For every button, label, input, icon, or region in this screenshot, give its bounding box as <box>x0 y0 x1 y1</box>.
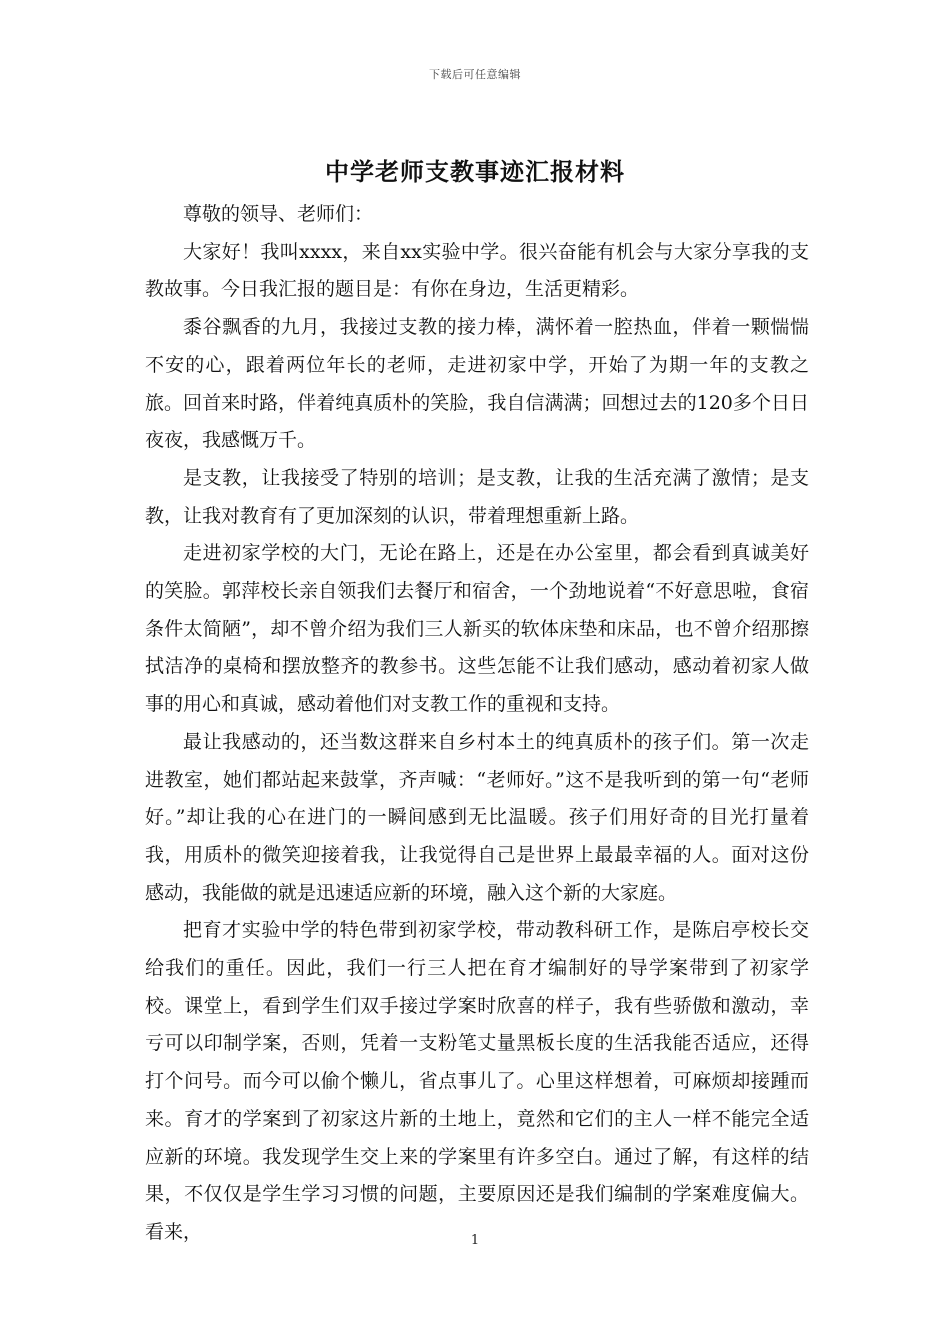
paragraph-children: 最让我感动的，还当数这群来自乡村本土的纯真质朴的孩子们。第一次走进教室，她们都站起来鼓掌，齐声喊：“老师好。”这不是我听到的第一句“老师好。”却让我的心在进门的一瞬间感到无比温暖。孩子们用好奇的目光打量着我，用质朴的微笑迎接着我，让我觉得自己是世界上最最幸福的人。面对这份感动，我能做的就是迅速适应新的环境，融入这个新的大家庭。 <box>145 730 809 904</box>
paragraph-support-teaching: 是支教，让我接受了特别的培训；是支教，让我的生活充满了激情；是支教，让我对教育有了更加深刻的认识，带着理想重新上路。 <box>145 466 809 527</box>
document-body <box>145 196 809 1252</box>
paragraph-learning-plan: 把育才实验中学的特色带到初家学校，带动教科研工作，是陈启亭校长交给我们的重任。因此，我们一行三人把在育才编制好的导学案带到了初家学校。课堂上，看到学生们双手接过学案时欣喜的样子，我有些骄傲和激动，幸亏可以印制学案，否则，凭着一支粉笔丈量黑板长度的生活我能否适应，还得打个问号。而今可以偷个懒儿，省点事儿了。心里这样想着，可麻烦却接踵而来。育才的学案到了初家这片新的土地上，竟然和它们的主人一样不能完全适应新的环境。我发现学生交上来的学案里有许多空白。通过了解，有这样的结果，不仅仅是学生学习习惯的问题，主要原因还是我们编制的学案难度偏大。看来， <box>145 919 809 1243</box>
salutation: 尊敬的领导、老师们： <box>183 203 374 225</box>
paragraph-greeting: 大家好！我叫xxxx，来自xx实验中学。很兴奋能有机会与大家分享我的支教故事。今日我汇报的题目是：有你在身边，生活更精彩。 <box>145 240 809 301</box>
page-number: 1 <box>470 1233 480 1248</box>
paragraph-september: 黍谷飘香的九月，我接过支教的接力棒，满怀着一腔热血，伴着一颗惴惴不安的心，跟着两位年长的老师，走进初家中学，开始了为期一年的支教之旅。回首来时路，伴着纯真质朴的笑脸，我自信满满；回想过去的120多个日日夜夜，我感慨万千。 <box>145 316 809 452</box>
paragraph-school-gate: 走进初家学校的大门，无论在路上，还是在办公室里，都会看到真诚美好的笑脸。郭萍校长亲自领我们去餐厅和宿舍，一个劲地说着“不好意思啦，食宿条件太简陋”，却不曾介绍为我们三人新买的软体床垫和床品，也不曾介绍那擦拭洁净的桌椅和摆放整齐的教参书。这些怎能不让我们感动，感动着初家人做事的用心和真诚，感动着他们对支教工作的重视和支持。 <box>145 542 809 716</box>
header-note: 下载后可任意编辑 <box>429 68 521 81</box>
document-title: 中学老师支教事迹汇报材料 <box>325 157 625 186</box>
